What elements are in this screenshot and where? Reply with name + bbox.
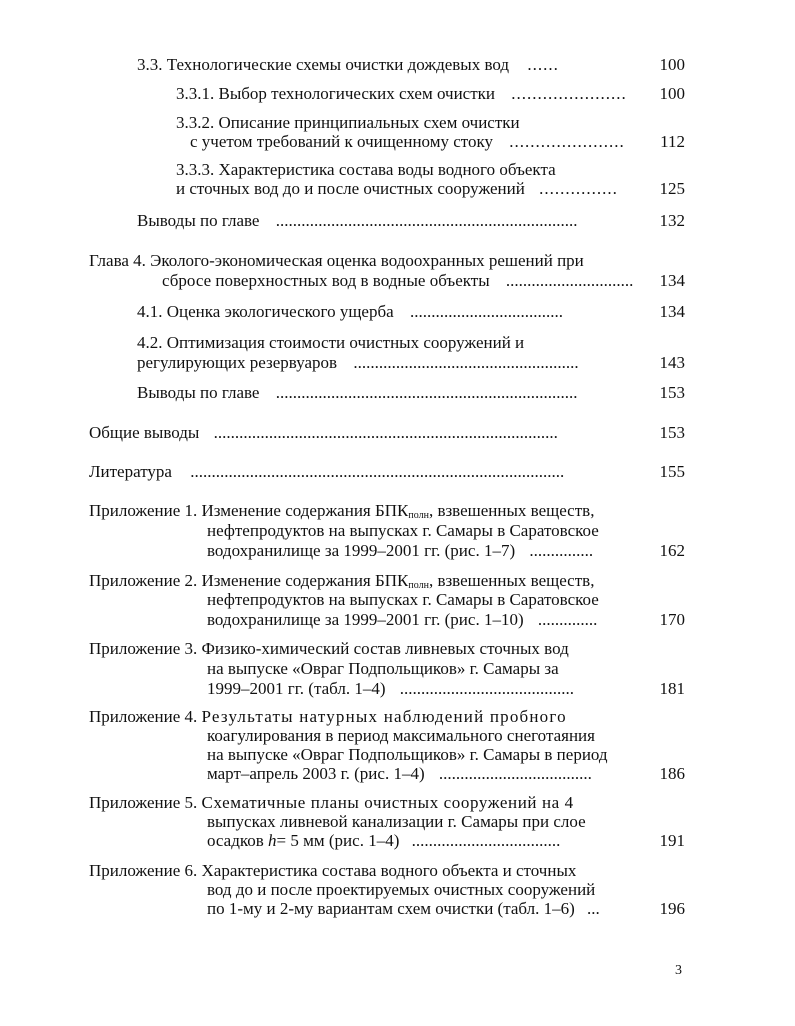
appendix-title: 1999–2001 гг. (табл. 1–4) — [207, 679, 386, 698]
toc-entry-appendix-4-line4 — [207, 763, 592, 785]
toc-entry-literature — [89, 461, 564, 483]
toc-entry-title: Литература — [89, 462, 172, 481]
appendix-title: осадков — [207, 831, 264, 850]
toc-entry-3-3-3-line1: 3.3.3. Характеристика состава воды водного объекта — [176, 160, 556, 179]
toc-leader: ................................... — [411, 831, 561, 850]
toc-page-number: 134 — [659, 271, 685, 290]
toc-page-number: 191 — [659, 831, 685, 850]
appendix-title-cont: , взвешенных веществ, — [428, 571, 595, 590]
toc-entry-title: регулирующих резервуаров — [137, 353, 338, 372]
toc-page-number: 132 — [659, 211, 685, 230]
toc-page-number: 196 — [659, 899, 685, 918]
toc-entry-appendix-4-line2: коагулирования в период максимального снеготаяния — [207, 726, 595, 745]
toc-leader: ...... — [527, 55, 559, 74]
toc-entry-appendix-1-line3 — [207, 540, 593, 562]
appendix-title: водохранилище за 1999–2001 гг. (рис. 1–7) — [207, 541, 516, 560]
toc-page-number: 112 — [660, 132, 685, 151]
appendix-label: Приложение 6. — [89, 861, 198, 880]
toc-entry-appendix-2-line3 — [207, 609, 597, 631]
appendix-title-cont: = 5 мм (рис. 1–4) — [276, 831, 400, 850]
toc-entry-title: 3.3. Технологические схемы очистки дождевых вод — [137, 55, 510, 74]
page-number: 3 — [675, 963, 682, 978]
subscript: полн — [408, 580, 429, 591]
toc-page-number: 181 — [659, 679, 685, 698]
toc-leader: .................................... — [409, 302, 563, 321]
toc-entry-title: 4.1. Оценка экологического ущерба — [137, 302, 394, 321]
toc-entry-general-conclusions — [89, 422, 558, 444]
toc-leader: ........................................................................................ — [190, 462, 565, 481]
toc-entry-3-3 — [137, 54, 559, 76]
appendix-title: водохранилище за 1999–2001 гг. (рис. 1–10) — [207, 610, 524, 629]
toc-leader: ............... — [539, 179, 618, 198]
variable-h: h — [268, 831, 277, 850]
appendix-label: Приложение 3. — [89, 639, 198, 658]
toc-entry-appendix-1-line2: нефтепродуктов на выпусках г. Самары в Саратовское — [207, 521, 599, 540]
toc-entry-appendix-5-line2: выпусках ливневой канализации г. Самары при слое — [207, 812, 586, 831]
toc-page-number: 125 — [659, 179, 685, 198]
toc-page-number: 143 — [659, 353, 685, 372]
appendix-label: Приложение 4. — [89, 707, 198, 726]
toc-entry-appendix-6-line3 — [207, 898, 600, 920]
toc-leader: ................................................................................. — [213, 423, 558, 442]
toc-entry-appendix-3-line2: на выпуске «Овраг Подпольщиков» г. Самары за — [207, 659, 559, 678]
toc-entry-appendix-2-line2: нефтепродуктов на выпусках г. Самары в Саратовское — [207, 590, 599, 609]
toc-entry-4-1 — [137, 301, 563, 323]
toc-page-number: 100 — [659, 55, 685, 74]
subscript: полн — [408, 510, 429, 521]
toc-leader: ....................................................................... — [275, 211, 578, 230]
toc-entry-title: Выводы по главе — [137, 211, 260, 230]
toc-leader: ............... — [529, 541, 594, 560]
toc-page-number: 100 — [659, 84, 685, 103]
toc-entry-chapter-4-line1: Глава 4. Эколого-экономическая оценка водоохранных решений при — [89, 251, 584, 270]
appendix-title: Результаты натурных наблюдений пробного — [201, 707, 567, 726]
toc-entry-title: 3.3.1. Выбор технологических схем очистки — [176, 84, 495, 103]
toc-entry-title: Общие выводы — [89, 423, 200, 442]
toc-entry-3-3-3-line2 — [176, 178, 618, 200]
toc-entry-appendix-3-line3 — [207, 678, 574, 700]
toc-leader: .............. — [537, 610, 598, 629]
appendix-title: Физико-химический состав ливневых сточных вод — [201, 639, 569, 658]
toc-entry-appendix-5-line3 — [207, 830, 560, 852]
appendix-label: Приложение 5. — [89, 793, 198, 812]
toc-leader: ... — [587, 899, 600, 918]
toc-entry-appendix-3-line1 — [89, 638, 569, 660]
toc-entry-title: сбросе поверхностных вод в водные объекты — [162, 271, 490, 290]
toc-entry-appendix-6-line2: вод до и после проектируемых очистных сооружений — [207, 880, 596, 899]
appendix-label: Приложение 1. — [89, 501, 198, 520]
toc-entry-title: и сточных вод до и после очистных сооружений — [176, 179, 525, 198]
appendix-title: Характеристика состава водного объекта и сточных — [201, 861, 577, 880]
toc-entry-appendix-1-line1 — [89, 500, 594, 522]
toc-entry-3-3-2-line2 — [190, 131, 625, 153]
appendix-title: по 1-му и 2-му вариантам схем очистки (табл. 1–6) — [207, 899, 575, 918]
toc-entry-3-3-2-line1: 3.3.2. Описание принципиальных схем очистки — [176, 113, 520, 132]
toc-page-number: 153 — [659, 423, 685, 442]
appendix-label: Приложение 2. — [89, 571, 198, 590]
toc-leader: .............................. — [505, 271, 634, 290]
appendix-title-cont: , взвешенных веществ, — [428, 501, 595, 520]
toc-entry-chapter-4-line2 — [162, 270, 633, 292]
toc-entry-title: Выводы по главе — [137, 383, 260, 402]
appendix-title: Схематичные планы очистных сооружений на 4 — [201, 793, 574, 812]
toc-entry-4-2-line1: 4.2. Оптимизация стоимости очистных сооружений и — [137, 333, 525, 352]
toc-entry-title: с учетом требований к очищенному стоку — [190, 132, 494, 151]
appendix-title: Изменение содержания БПК — [201, 501, 409, 520]
toc-page-number: 155 — [659, 462, 685, 481]
toc-leader: ..................................................... — [353, 353, 579, 372]
toc-leader: ...................... — [511, 84, 627, 103]
toc-leader: ....................................................................... — [275, 383, 578, 402]
toc-page-number: 153 — [659, 383, 685, 402]
toc-leader: ...................... — [509, 132, 625, 151]
toc-entry-conclusions-ch3 — [137, 210, 577, 232]
toc-page-number: 186 — [659, 764, 685, 783]
toc-entry-appendix-4-line3: на выпуске «Овраг Подпольщиков» г. Самары в период — [207, 745, 608, 764]
toc-leader: ......................................... — [399, 679, 574, 698]
toc-page-number: 170 — [659, 610, 685, 629]
appendix-title: Изменение содержания БПК — [201, 571, 409, 590]
toc-page-number: 162 — [659, 541, 685, 560]
toc-entry-conclusions-ch4 — [137, 382, 577, 404]
toc-entry-3-3-1 — [176, 83, 627, 105]
appendix-title: март–апрель 2003 г. (рис. 1–4) — [207, 764, 425, 783]
toc-page-number: 134 — [659, 302, 685, 321]
toc-leader: .................................... — [438, 764, 592, 783]
toc-entry-4-2-line2 — [137, 352, 579, 374]
